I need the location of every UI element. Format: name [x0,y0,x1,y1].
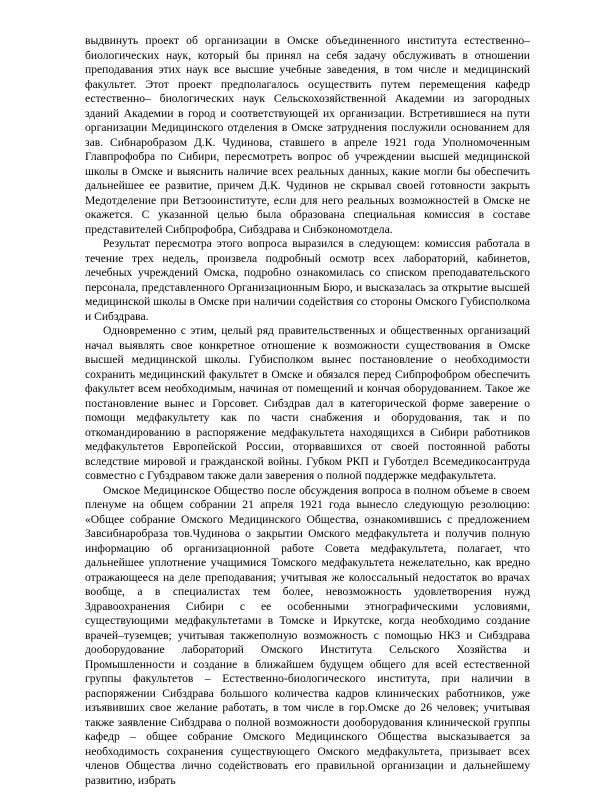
document-page [85,34,530,788]
paragraph-3: Одновременно с этим, целый ряд правительственных и общественных организаций начал выявлять свое конкретное отношение к возможности существования в Омске высшей медицинской школы. Губисполком вынес постановление о необходимости сохранить медицинский факультет в Омске и обязался перед Сибпрофобром обеспечить факультет всем необходимым, начиная от помещений и кончая оборудованием. Такое же постановление вынес и Горсовет. Сибздрав дал в категорической форме заверение о помощи медфакультету как по части снабжения и оборудования, так и по откомандированию в распоряжение медфакультета находящихся в Сибири работников медфакультетов Европейской России, оторвавшихся от своей постоянной работы вследствие мировой и гражданской войны. Губком РКП и Губотдел Всемедикосантруда совместно с Губздравом также дали заверения о полной поддержке медфакультета. [85,324,530,482]
paragraph-2: Результат пересмотра этого вопроса выразился в следующем: комиссия работала в течение трех недель, произвела подробный осмотр всех лабораторий, кабинетов, лечебных учреждений Омска, подробно ознакомилась со списком преподавательского персонала, представленного Организационным Бюро, и высказалась за открытие высшей медицинской школы в Омске при наличии содействия со стороны Омского Губисполкома и Сибздрава. [85,237,530,323]
paragraph-1: выдвинуть проект об организации в Омске объединенного института естественно–биологических наук, который бы принял на себя задачу обслуживать в отношении преподавания этих наук все высшие учебные заведения, в том числе и медицинский факультет. Этот проект предполагалось осуществить путем перемещения кафедр естественно– биологических наук Сельскохозяйственной Академии из загородных зданий Академии в город и соответствующей их организации. Встретившиеся на пути организации Медицинского отделения в Омске затруднения послужили основанием для зав. Сибнаробразом Д.К. Чудинова, ставшего в апреле 1921 года Уполномоченным Главпрофобра по Сибири, пересмотреть вопрос об учреждении высшей медицинской школы в Омске и выяснить наличие всех реальных данных, какие могли бы обеспечить дальнейшее ее развитие, причем Д.К. Чудинов не скрывал своей готовности закрыть Медотделение при Ветзооинституте, если для него реальных возможностей в Омске не окажется. С указанной целью была образована специальная комиссия в составе представителей Сибпрофобра, Сибздрава и Сибэкономотдела. [85,34,530,236]
paragraph-4: Омское Медицинское Общество после обсуждения вопроса в полном объеме в своем пленуме на общем собрании 21 апреля 1921 года вынесло следующую резолюцию: «Общее собрание Омского Медицинского Общества, ознакомившись с предложением Завсибнаробраза тов.Чудинова о закрытии Омского медфакультета и получив полную информацию об организационной работе Совета медфакультета, полагает, что дальнейшее уплотнение учащимися Томского медфакультета нежелательно, как вредно отражающееся на деле преподавания; учитывая же колоссальный недостаток во врачах вообще, а в специалистах тем более, невозможность удовлетворения нужд Здравоохранения Сибири с ее особенными этнографическими условиями, существующими медфакультетами в Томске и Иркутске, когда необходимо создание врачей–туземцев; учитывая такжеполную возможность с помощью НКЗ и Сибздрава дооборудование лабораторий Омского Института Сельского Хозяйства и Промышленности и создание в ближайшем будущем общего для всей естественной группы факультетов – Естественно-биологического института, при наличии в распоряжении Сибздрава большого количества кадров клинических работников, уже изъявивших свое желание работать, в том числе в гор.Омске до 26 человек; учитывая также заявление Сибздрава о полной возможности дооборудования клинической группы кафедр – общее собрание Омского Медицинского Общества высказывается за необходимость сохранения существующего Омского медфакультета, призывает всех членов Общества лично содействовать его правильной организации и дальнейшему развитию, избрать [85,483,530,787]
